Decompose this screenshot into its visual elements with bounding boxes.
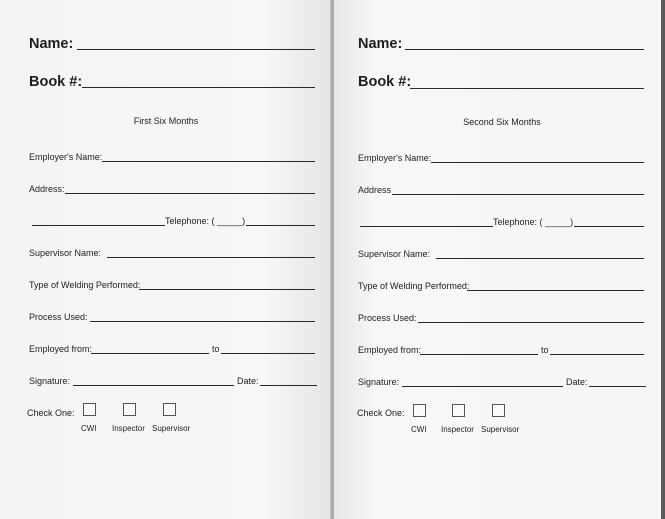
inspector-option-label: Inspector — [112, 424, 145, 433]
address-label: Address: — [29, 184, 65, 194]
signature-label: Signature: — [358, 377, 400, 387]
telephone-field[interactable] — [574, 226, 644, 227]
check-one-label: Check One: — [357, 408, 405, 418]
supervisor-option-label: Supervisor — [481, 425, 520, 434]
date-field[interactable] — [589, 386, 646, 387]
employer-name-field[interactable] — [431, 162, 644, 163]
name-field[interactable] — [77, 49, 315, 50]
cwi-checkbox[interactable] — [83, 403, 96, 416]
date-label: Date: — [566, 377, 588, 387]
process-used-field[interactable] — [418, 322, 644, 323]
welding-type-field[interactable] — [467, 290, 644, 291]
signature-label: Signature: — [29, 376, 71, 386]
book-number-label: Book #: — [358, 74, 412, 90]
supervisor-checkbox[interactable] — [163, 403, 176, 416]
employer-name-label: Employer's Name: — [29, 152, 103, 162]
book-number-label: Book #: — [29, 74, 83, 90]
employed-to-field[interactable] — [221, 353, 315, 354]
supervisor-option-label: Supervisor — [152, 424, 191, 433]
telephone-field[interactable] — [246, 225, 315, 226]
address-label: Address — [358, 185, 392, 195]
name-field[interactable] — [405, 49, 644, 50]
welding-type-field[interactable] — [139, 289, 315, 290]
period-heading: Second Six Months — [463, 117, 541, 127]
address-line-2-field[interactable] — [32, 225, 165, 226]
period-heading: First Six Months — [133, 116, 199, 126]
supervisor-name-label: Supervisor Name: — [29, 248, 102, 258]
address-line-2-field[interactable] — [360, 226, 493, 227]
supervisor-name-label: Supervisor Name: — [358, 249, 431, 259]
process-used-field[interactable] — [90, 321, 315, 322]
address-field[interactable] — [392, 194, 644, 195]
cwi-checkbox[interactable] — [413, 404, 426, 417]
supervisor-checkbox[interactable] — [492, 404, 505, 417]
date-field[interactable] — [260, 385, 317, 386]
address-field[interactable] — [65, 193, 315, 194]
book-number-field[interactable] — [82, 87, 315, 88]
telephone-label: Telephone: ( _____) — [493, 217, 574, 227]
process-used-label: Process Used: — [29, 312, 88, 322]
employed-from-label: Employed from: — [358, 345, 422, 355]
left-page — [0, 0, 332, 519]
book-number-field[interactable] — [410, 88, 644, 89]
supervisor-name-field[interactable] — [436, 258, 644, 259]
cwi-option-label: CWI — [81, 424, 97, 433]
employed-to-field[interactable] — [550, 354, 644, 355]
right-page — [334, 0, 665, 519]
cwi-option-label: CWI — [411, 425, 427, 434]
inspector-option-label: Inspector — [441, 425, 474, 434]
date-label: Date: — [237, 376, 259, 386]
signature-field[interactable] — [402, 386, 563, 387]
supervisor-name-field[interactable] — [107, 257, 315, 258]
employer-name-label: Employer's Name: — [358, 153, 432, 163]
employer-name-field[interactable] — [102, 161, 315, 162]
employed-to-label: to — [212, 344, 220, 354]
check-one-label: Check One: — [27, 408, 75, 418]
page-edge — [661, 0, 665, 519]
process-used-label: Process Used: — [358, 313, 417, 323]
employed-from-field[interactable] — [420, 354, 538, 355]
welding-type-label: Type of Welding Performed: — [358, 281, 470, 291]
inspector-checkbox[interactable] — [123, 403, 136, 416]
telephone-label: Telephone: ( _____) — [165, 216, 246, 226]
name-label: Name: — [358, 36, 403, 52]
welding-type-label: Type of Welding Performed: — [29, 280, 141, 290]
name-label: Name: — [29, 36, 74, 52]
employed-from-label: Employed from: — [29, 344, 93, 354]
signature-field[interactable] — [73, 385, 234, 386]
inspector-checkbox[interactable] — [452, 404, 465, 417]
employed-to-label: to — [541, 345, 549, 355]
employed-from-field[interactable] — [91, 353, 209, 354]
